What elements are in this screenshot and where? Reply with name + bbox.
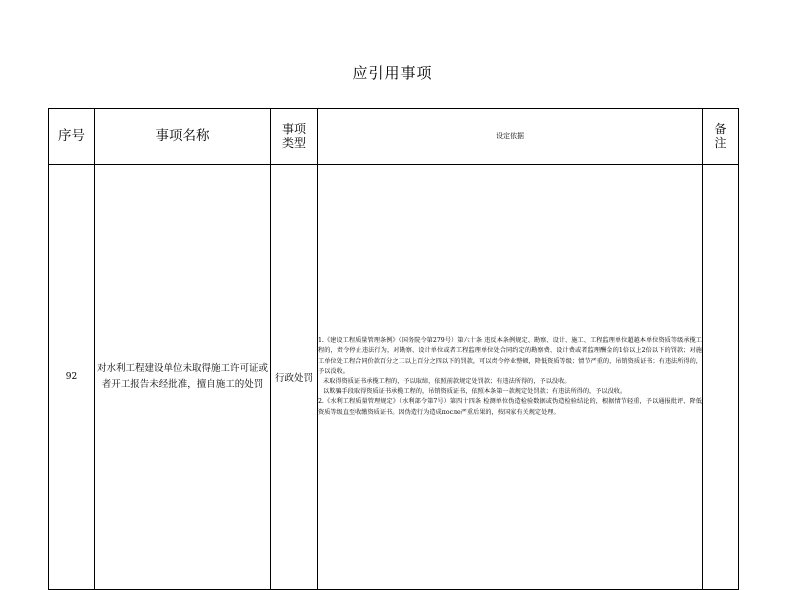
basis-paragraph-3: 以欺骗手段取得资质证书承揽工程的，吊销资质证书，依照本条第一款规定处罚款；有违法所得的，予以没收。 bbox=[322, 388, 627, 396]
cell-basis bbox=[318, 165, 703, 590]
column-header-remark-line2: 注 bbox=[714, 135, 727, 150]
items-table bbox=[48, 108, 739, 590]
page-title: 应引用事项 bbox=[352, 64, 433, 82]
column-header-item-type-line1: 事项 bbox=[281, 121, 306, 136]
column-header-basis: 设定依据 bbox=[318, 109, 703, 165]
basis-paragraph-4: 2.《水利工程质量管理规定》（水利部令第7号）第四十四条 检测单位伪造检验数据或伪造检验结论的，根据情节轻重，予以通报批评、降低资质等级直至收缴资质证书。因伪造行为造成после严重后果的，按国家有关规定处理。 bbox=[318, 398, 702, 416]
cell-remark bbox=[703, 165, 739, 590]
cell-item-name: 对水利工程建设单位未取得施工许可证或者开工报告未经批准，擅自施工的处罚 bbox=[95, 165, 271, 590]
cell-item-type: 行政处罚 bbox=[271, 165, 318, 590]
column-header-remark bbox=[703, 109, 739, 165]
column-header-item-type-line2: 类型 bbox=[281, 135, 306, 150]
column-header-item-name: 事项名称 bbox=[95, 109, 271, 165]
basis-paragraph-1: 1.《建设工程质量管理条例》（国务院令第279号）第六十条 违反本条例规定、勘察、设计、施工、工程监理单位超越本单位资质等级承揽工程的，责令停止违法行为，对勘察、设计单位或者工程监理单位处合同约定的勘察费、设计费或者监理酬金的1倍以上2倍以下的罚款；对施工单位处工程合同价款百分之二以上百分之四以下的罚款，可以责令停业整顿，降低资质等级；情节严重的，吊销资质证书；有违法所得的，予以没收。 bbox=[318, 337, 702, 375]
cell-seq: 92 bbox=[49, 165, 95, 590]
basis-paragraph-2: 未取得资质证书承揽工程的，予以取缔，依照前款规定处罚款；有违法所得的，予以没收。 bbox=[322, 378, 571, 385]
table-row bbox=[49, 165, 739, 590]
table-header-row bbox=[49, 109, 739, 165]
column-header-seq: 序号 bbox=[49, 109, 95, 165]
column-header-remark-line1: 备 bbox=[714, 121, 727, 136]
column-header-item-type bbox=[271, 109, 318, 165]
